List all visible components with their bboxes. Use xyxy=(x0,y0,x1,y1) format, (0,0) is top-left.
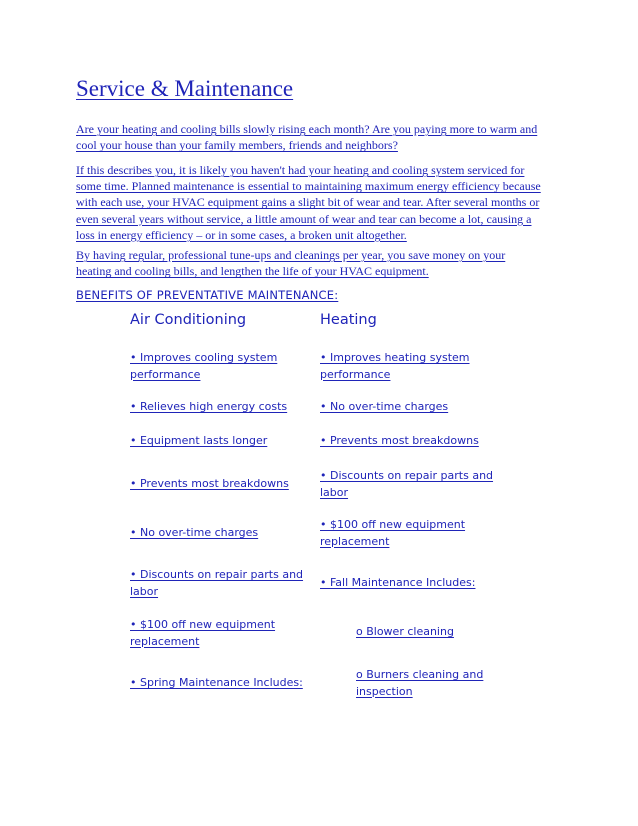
table-cell xyxy=(130,476,289,493)
cell-line: performance xyxy=(130,367,201,381)
cell-line: • Equipment lasts longer xyxy=(130,434,268,447)
table-cell xyxy=(130,675,303,692)
table-cell xyxy=(356,667,483,700)
table-cell xyxy=(320,350,470,383)
paragraph-line: loss in energy efficiency – or in some cases, a broken unit altogether. xyxy=(76,227,407,242)
explanation-paragraph xyxy=(76,162,566,243)
savings-paragraph xyxy=(76,247,566,279)
paragraph-line: heating and cooling bills, and lengthen the life of your HVAC equipment. xyxy=(76,264,429,279)
cell-line: labor xyxy=(320,485,349,499)
cell-line: inspection xyxy=(356,684,413,698)
table-cell xyxy=(130,433,267,450)
table-cell xyxy=(130,350,277,383)
cell-line: • Relieves high energy costs xyxy=(130,400,288,413)
intro-paragraph xyxy=(76,121,566,153)
column-header-heating: Heating xyxy=(320,312,377,328)
table-cell xyxy=(130,399,287,416)
cell-line: • $100 off new equipment xyxy=(320,518,466,531)
cell-line: • Improves heating system xyxy=(320,351,470,364)
cell-line: • Prevents most breakdowns xyxy=(320,434,479,447)
page-title: Service & Maintenance xyxy=(76,76,294,101)
table-cell xyxy=(320,399,448,416)
paragraph-line: By having regular, professional tune-ups and cleanings per year, you save money on your xyxy=(76,248,506,262)
paragraph-line: cool your house than your family members, friends and neighbors? xyxy=(76,138,398,153)
paragraph-line: even several years without service, a little amount of wear and tear can become a lot, causing a xyxy=(76,211,532,226)
cell-line: • Discounts on repair parts and xyxy=(130,568,304,581)
cell-line: • Discounts on repair parts and xyxy=(320,469,494,482)
cell-line: • Improves cooling system xyxy=(130,351,278,364)
table-cell xyxy=(320,433,479,450)
cell-line: • No over-time charges xyxy=(320,400,449,413)
paragraph-line: some time. Planned maintenance is essential to maintaining maximum energy efficiency because xyxy=(76,179,541,194)
column-header-air-conditioning: Air Conditioning xyxy=(130,312,247,328)
paragraph-line: If this describes you, it is likely you haven't had your heating and cooling system serviced for xyxy=(76,163,525,177)
cell-line: performance xyxy=(320,367,391,381)
paragraph-line: Are your heating and cooling bills slowly rising each month? Are you paying more to warm and xyxy=(76,122,538,136)
cell-line: • Prevents most breakdowns xyxy=(130,477,289,490)
cell-line: o Burners cleaning and xyxy=(356,668,484,681)
table-cell xyxy=(320,468,493,501)
table-cell xyxy=(320,575,475,592)
table-cell xyxy=(320,517,465,550)
table-cell xyxy=(130,525,258,542)
cell-line: replacement xyxy=(130,634,200,648)
table-cell xyxy=(130,567,303,600)
cell-line: replacement xyxy=(320,534,390,548)
cell-line: labor xyxy=(130,584,159,598)
cell-line: • No over-time charges xyxy=(130,526,259,539)
paragraph-line: with each use, your HVAC equipment gains a slight bit of wear and tear. After several months or xyxy=(76,195,540,210)
benefits-heading: BENEFITS OF PREVENTATIVE MAINTENANCE: xyxy=(76,288,339,302)
cell-line: o Blower cleaning xyxy=(356,625,454,638)
cell-line: • Spring Maintenance Includes: xyxy=(130,676,303,689)
cell-line: • Fall Maintenance Includes: xyxy=(320,576,476,589)
cell-line: • $100 off new equipment xyxy=(130,618,276,631)
table-cell xyxy=(356,624,454,641)
table-cell xyxy=(130,617,275,650)
